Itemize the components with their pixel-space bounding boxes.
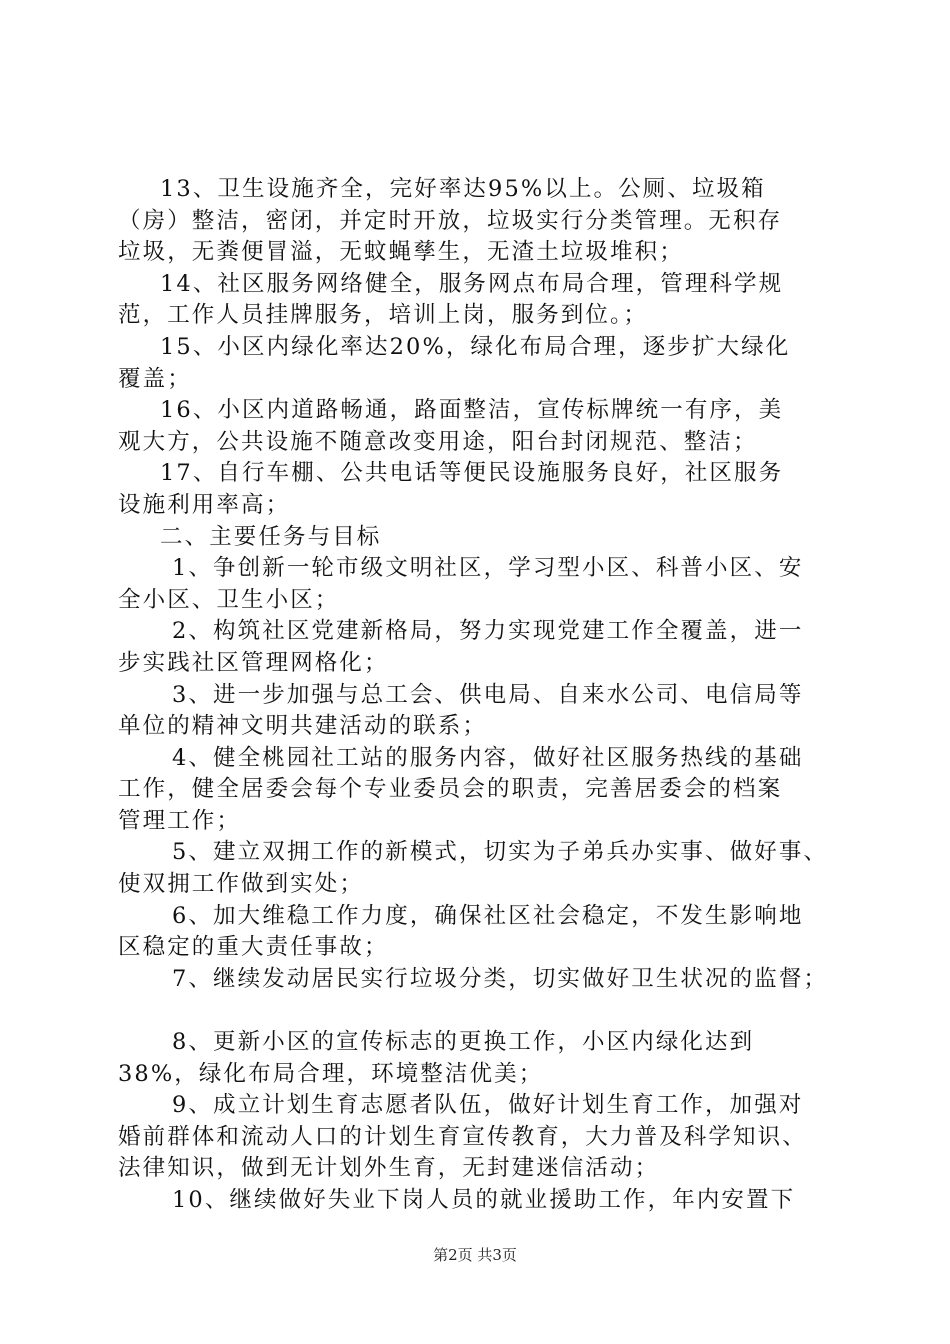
- text-line: 婚前群体和流动人口的计划生育宣传教育，大力普及科学知识、: [118, 1123, 807, 1150]
- text-line: 14、社区服务网络健全，服务网点布局合理，管理科学规: [160, 270, 784, 297]
- text-line: 观大方，公共设施不随意改变用途，阳台封闭规范、整洁；: [118, 428, 758, 455]
- text-line: 单位的精神文明共建活动的联系；: [118, 713, 488, 740]
- text-line: 38%，绿化布局合理，环境整洁优美；: [118, 1060, 544, 1087]
- page-number: 第2页 共3页: [433, 1246, 517, 1264]
- text-line: 范，工作人员挂牌服务，培训上岗，服务到位。；: [118, 302, 648, 329]
- text-line: 设施利用率高；: [118, 491, 291, 518]
- text-line: 5、建立双拥工作的新模式，切实为子弟兵办实事、做好事、: [172, 839, 829, 866]
- text-line: 7、继续发动居民实行垃圾分类，切实做好卫生状况的监督；: [172, 965, 829, 992]
- text-line: 步实践社区管理网格化；: [118, 649, 389, 676]
- text-line: 13、卫生设施齐全，完好率达95%以上。公厕、垃圾箱: [160, 176, 766, 202]
- text-line: 4、健全桃园社工站的服务内容，做好社区服务热线的基础: [172, 744, 804, 771]
- paragraph-gap: [118, 995, 848, 1027]
- text-line: 垃圾，无粪便冒溢，无蚊蝇孳生，无渣土垃圾堆积；: [118, 239, 684, 266]
- text-line: 区稳定的重大责任事故；: [118, 934, 389, 961]
- section-heading: 二、主要任务与目标: [160, 523, 382, 550]
- text-line: 9、成立计划生育志愿者队伍，做好计划生育工作，加强对: [172, 1092, 804, 1119]
- text-line: 管理工作；: [118, 807, 242, 834]
- document-body: [118, 174, 848, 1217]
- text-line: 3、进一步加强与总工会、供电局、自来水公司、电信局等: [172, 681, 804, 708]
- text-line: 1、争创新一轮市级文明社区，学习型小区、科普小区、安: [172, 555, 804, 582]
- text-line: （房）整洁，密闭，并定时开放，垃圾实行分类管理。无积存: [118, 207, 783, 234]
- text-line: 6、加大维稳工作力度，确保社区社会稳定，不发生影响地: [172, 902, 804, 929]
- text-line: 全小区、卫生小区；: [118, 586, 340, 613]
- text-line: 工作，健全居委会每个专业委员会的职责，完善居委会的档案: [118, 776, 783, 803]
- text-line: 8、更新小区的宣传标志的更换工作，小区内绿化达到: [172, 1029, 755, 1056]
- page-footer: [0, 1244, 950, 1265]
- text-line: 法律知识，做到无计划外生育，无封建迷信活动；: [118, 1155, 660, 1182]
- text-line: 17、自行车棚、公共电话等便民设施服务良好，社区服务: [160, 460, 784, 487]
- text-line: 16、小区内道路畅通，路面整洁，宣传标牌统一有序，美: [160, 397, 784, 424]
- text-line: 使双拥工作做到实处；: [118, 871, 365, 898]
- text-line: 覆盖；: [118, 365, 192, 392]
- text-line: 10、继续做好失业下岗人员的就业援助工作，年内安置下: [172, 1187, 796, 1213]
- text-line: 2、构筑社区党建新格局，努力实现党建工作全覆盖，进一: [172, 618, 804, 645]
- text-line: 15、小区内绿化率达20%，绿化布局合理，逐步扩大绿化: [160, 333, 791, 360]
